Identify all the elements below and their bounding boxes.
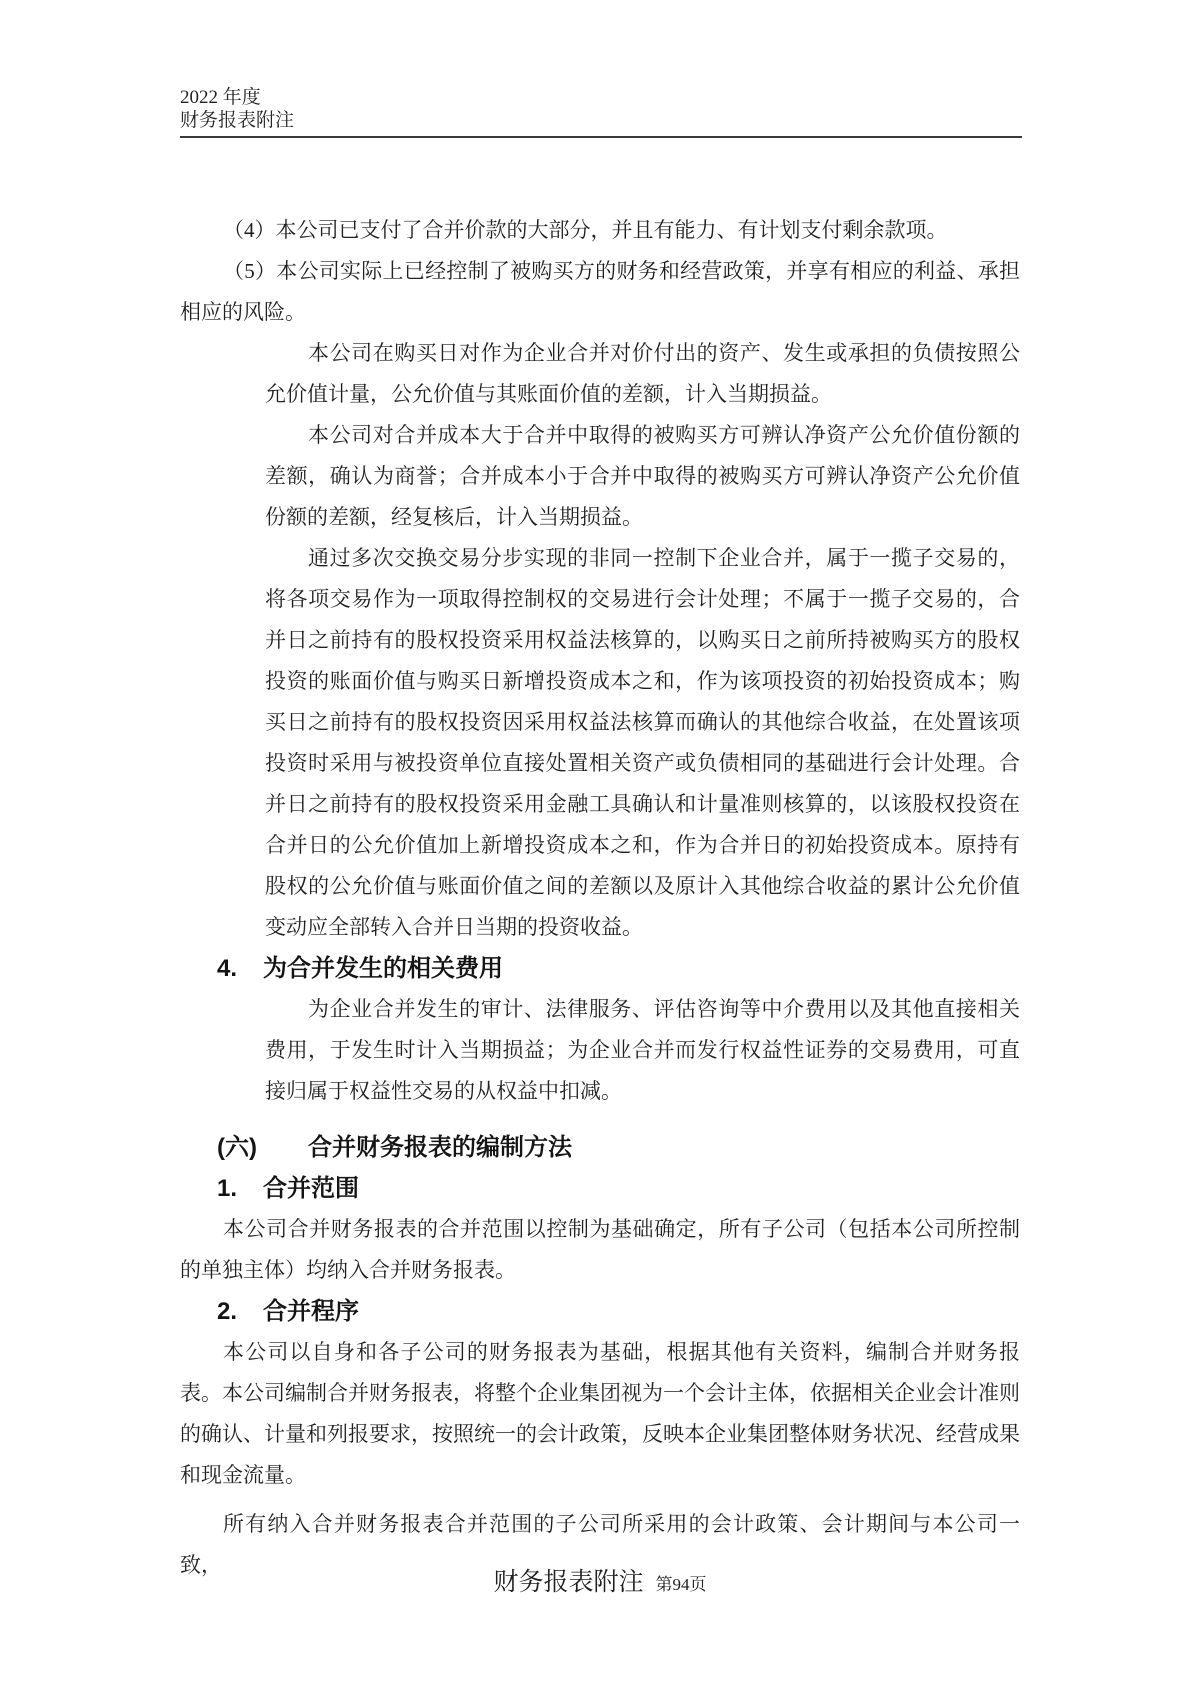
heading-consolidation-procedure — [180, 1291, 1020, 1332]
heading-number: 4. — [217, 955, 238, 982]
header-doc-title: 财务报表附注 — [180, 110, 295, 131]
paragraph-goodwill: 本公司对合并成本大于合并中取得的被购买方可辨认净资产公允价值份额的差额，确认为商誉；合并成本小于合并中取得的被购买方可辨认净资产公允价值份额的差额，经复核后，计入当期损益。 — [265, 423, 1020, 529]
heading-merger-costs — [180, 948, 1020, 989]
heading-title: 合并范围 — [263, 1175, 359, 1202]
paragraph-scope: 本公司合并财务报表的合并范围以控制为基础确定，所有子公司（包括本公司所控制的单独主体）均纳入合并财务报表。 — [180, 1217, 1020, 1282]
page-header — [180, 86, 1022, 138]
paragraph-fair-value: 本公司在购买日对作为企业合并对价付出的资产、发生或承担的负债按照公允价值计量，公允价值与其账面价值的差额，计入当期损益。 — [265, 341, 1020, 406]
heading-number: (六) — [217, 1134, 257, 1161]
heading-number: 1. — [217, 1175, 238, 1202]
paragraph-consistency: 所有纳入合并财务报表合并范围的子公司所采用的会计政策、会计期间与本公司一致， — [180, 1512, 1020, 1577]
heading-title: 为合并发生的相关费用 — [263, 955, 503, 982]
heading-title: 合并程序 — [263, 1298, 359, 1325]
footer-doc-title: 财务报表附注 — [493, 1569, 644, 1596]
page-footer — [0, 1562, 1200, 1603]
paragraph-item-4: （4）本公司已支付了合并价款的大部分，并且有能力、有计划支付剩余款项。 — [223, 218, 948, 242]
heading-consolidation-scope — [180, 1168, 1020, 1209]
heading-number: 2. — [217, 1298, 238, 1325]
paragraph-step-acquisition: 通过多次交换交易分步实现的非同一控制下企业合并，属于一揽子交易的，将各项交易作为一项取得控制权的交易进行会计处理；不属于一揽子交易的，合并日之前持有的股权投资采用权益法核算的，以购买日之前所持被购买方的股权投资的账面价值与购买日新增投资成本之和，作为该项投资的初始投资成本；购买日之前持有的股权投资因采用权益法核算而确认的其他综合收益，在处置该项投资时采用与被投资单位直接处置相关资产或负债相同的基础进行会计处理。合并日之前持有的股权投资采用金融工具确认和计量准则核算的，以该股权投资在合并日的公允价值加上新增投资成本之和，作为合并日的初始投资成本。原持有股权的公允价值与账面价值之间的差额以及原计入其他综合收益的累计公允价值变动应全部转入合并日当期的投资收益。 — [265, 546, 1020, 939]
heading-title: 合并财务报表的编制方法 — [308, 1134, 572, 1161]
paragraph-procedure: 本公司以自身和各子公司的财务报表为基础，根据其他有关资料，编制合并财务报表。本公司编制合并财务报表，将整个企业集团视为一个会计主体，依据相关企业会计准则的确认、计量和列报要求，按照统一的会计政策，反映本企业集团整体财务状况、经营成果和现金流量。 — [180, 1340, 1020, 1487]
footer-page-number: 第94页 — [655, 1575, 707, 1594]
heading-section-six — [180, 1127, 1020, 1168]
paragraph-merger-costs: 为企业合并发生的审计、法律服务、评估咨询等中介费用以及其他直接相关费用，于发生时计入当期损益；为企业合并而发行权益性证券的交易费用，可直接归属于权益性交易的从权益中扣减。 — [265, 997, 1020, 1103]
paragraph-item-5: （5）本公司实际上已经控制了被购买方的财务和经营政策，并享有相应的利益、承担相应的风险。 — [180, 259, 1020, 324]
document-body — [180, 210, 1020, 1586]
header-year: 2022 年度 — [180, 87, 261, 108]
